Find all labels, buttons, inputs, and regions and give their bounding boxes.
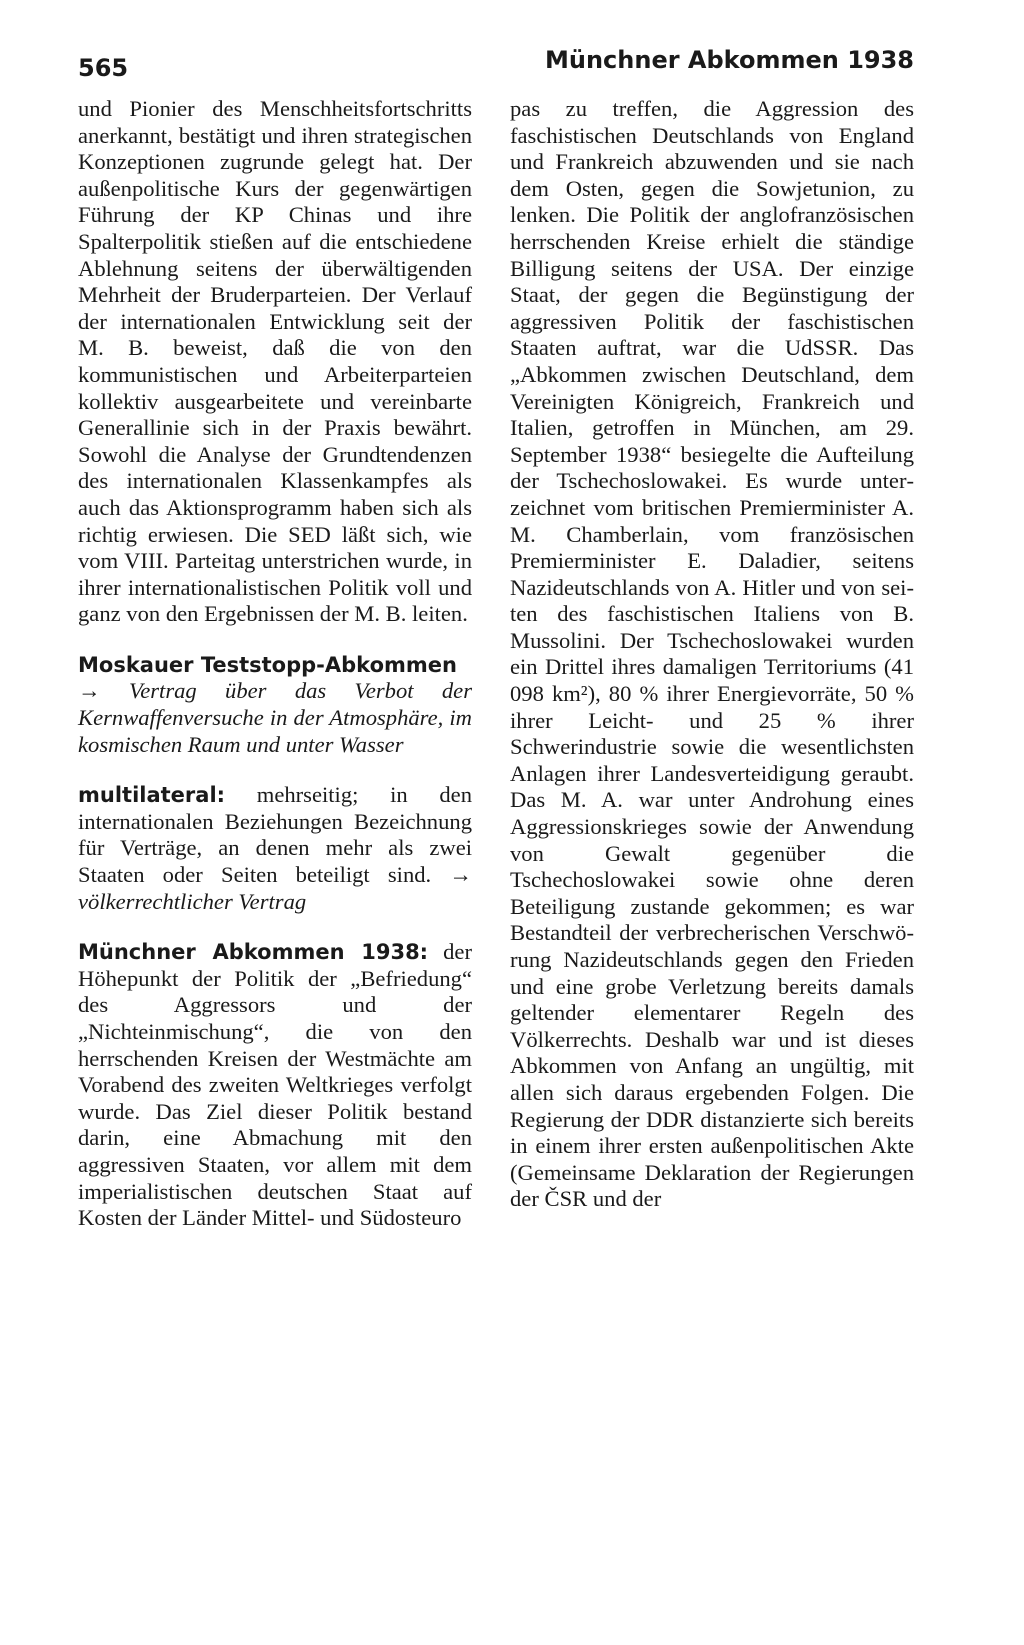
- left-column: [78, 96, 472, 1232]
- cross-reference-arrow-icon: →: [449, 862, 472, 888]
- entry-term: Moskauer Teststopp-Abkommen: [78, 652, 457, 677]
- entry-term: Münchner Abkommen 1938:: [78, 940, 429, 965]
- entry-multilateral: [78, 782, 472, 915]
- cross-reference: Vertrag über das Verbot der Kernwaffenversuche in der Atmosphäre, im kosmischen Raum und unter Wasser: [78, 678, 472, 757]
- continued-paragraph: und Pionier des Menschheitsfortschritts anerkannt, bestätigt und ihren strategischen Konzeptionen zugrunde gelegt hat. Der außenpolitische Kurs der gegenwärtigen Führung der KP Chinas und ihre Spalterpolitik stießen auf die entschiedene Ablehnung seitens der überwältigenden Mehrheit der Bruderparteien. Der Verlauf der internationalen Entwicklung seit der M. B. beweist, daß die von den kommunistischen und Arbeiterparteien kollektiv ausgearbeitete und vereinbarte Generallinie sich in der Praxis bewährt. Sowohl die Analyse der Grundtendenzen des internationalen Klassenkampfes als auch das Aktionsprogramm haben sich als richtig erwiesen. Die SED läßt sich, wie vom VIII. Parteitag unterstrichen wurde, in ihrer internationalistischen Politik voll und ganz von den Ergebnissen der M. B. leiten.: [78, 96, 472, 627]
- entry-moskauer-teststopp: [78, 652, 472, 758]
- entry-muenchner-abkommen: [78, 939, 472, 1232]
- right-column: [510, 96, 914, 1213]
- cross-reference-arrow-icon: →: [78, 678, 101, 704]
- cross-reference: völkerrechtlicher Vertrag: [78, 888, 307, 914]
- entry-definition: mehrseitig; in den internationalen Beziehungen Bezeichnung für Verträge, an denen mehr als zwei Staaten oder Seiten beteiligt sind.: [78, 782, 472, 888]
- page-header: [78, 40, 914, 80]
- entry-term: multilateral:: [78, 783, 226, 808]
- continued-paragraph: pas zu treffen, die Aggression des faschistischen Deutschlands von England und Frankreich abzuwenden und sie nach dem Osten, gegen die Sowjetunion, zu lenken. Die Politik der anglofranzösischen herrschenden Kreise erhielt die ständige Billigung seitens der USA. Der einzige Staat, der gegen die Begünstigung der aggressiven Politik der faschistischen Staaten auftrat, war die UdSSR. Das „Abkommen zwischen Deutschland, dem Vereinigten Königreich, Frankreich und Italien, getroffen in München, am 29. September 1938“ besiegelte die Aufteilung der Tschechoslowakei. Es wurde unterzeichnet vom britischen Premierminister A. M. Chamberlain, vom französischen Premierminister E. Daladier, seitens Nazideutschlands von A. Hitler und von seiten des faschistischen Italiens von B. Mussolini. Der Tschechoslowakei wurden ein Drittel ihres damaligen Territoriums (41 098 km²), 80 % ihrer Energievorräte, 50 % ihrer Leicht- und 25 % ihrer Schwerindustrie sowie die wesentlichsten Anlagen ihrer Landesverteidigung geraubt. Das M. A. war unter Androhung eines Aggressionskrieges sowie der Anwendung von Gewalt gegenüber die Tschechoslowakei sowie ohne deren Beteiligung zustande gekommen; es war Bestandteil der verbrecherischen Verschwörung Nazideutschlands gegen den Frieden und eine grobe Verletzung bereits damals geltender elementarer Regeln des Völkerrechts. Deshalb war und ist dieses Abkommen von Anfang an ungültig, mit allen sich daraus ergebenden Folgen. Die Regierung der DDR distanzierte sich bereits in einem ihrer ersten außenpolitischen Akte (Gemeinsame Deklaration der Regierungen der ČSR und der: [510, 96, 914, 1212]
- entry-definition: der Höhepunkt der Politik der „Befriedung“ des Aggressors und der „Nichteinmischung“, die von den herrschenden Kreisen der Westmächte am Vorabend des zweiten Weltkrieges verfolgt wurde. Das Ziel dieser Politik bestand darin, eine Abmachung mit den aggressiven Staaten, vor allem mit dem imperialistischen deutschen Staat auf Kosten der Länder Mittel- und Südosteuro: [78, 939, 472, 1231]
- page-number: 565: [78, 54, 129, 82]
- running-title: Münchner Abkommen 1938: [544, 46, 914, 74]
